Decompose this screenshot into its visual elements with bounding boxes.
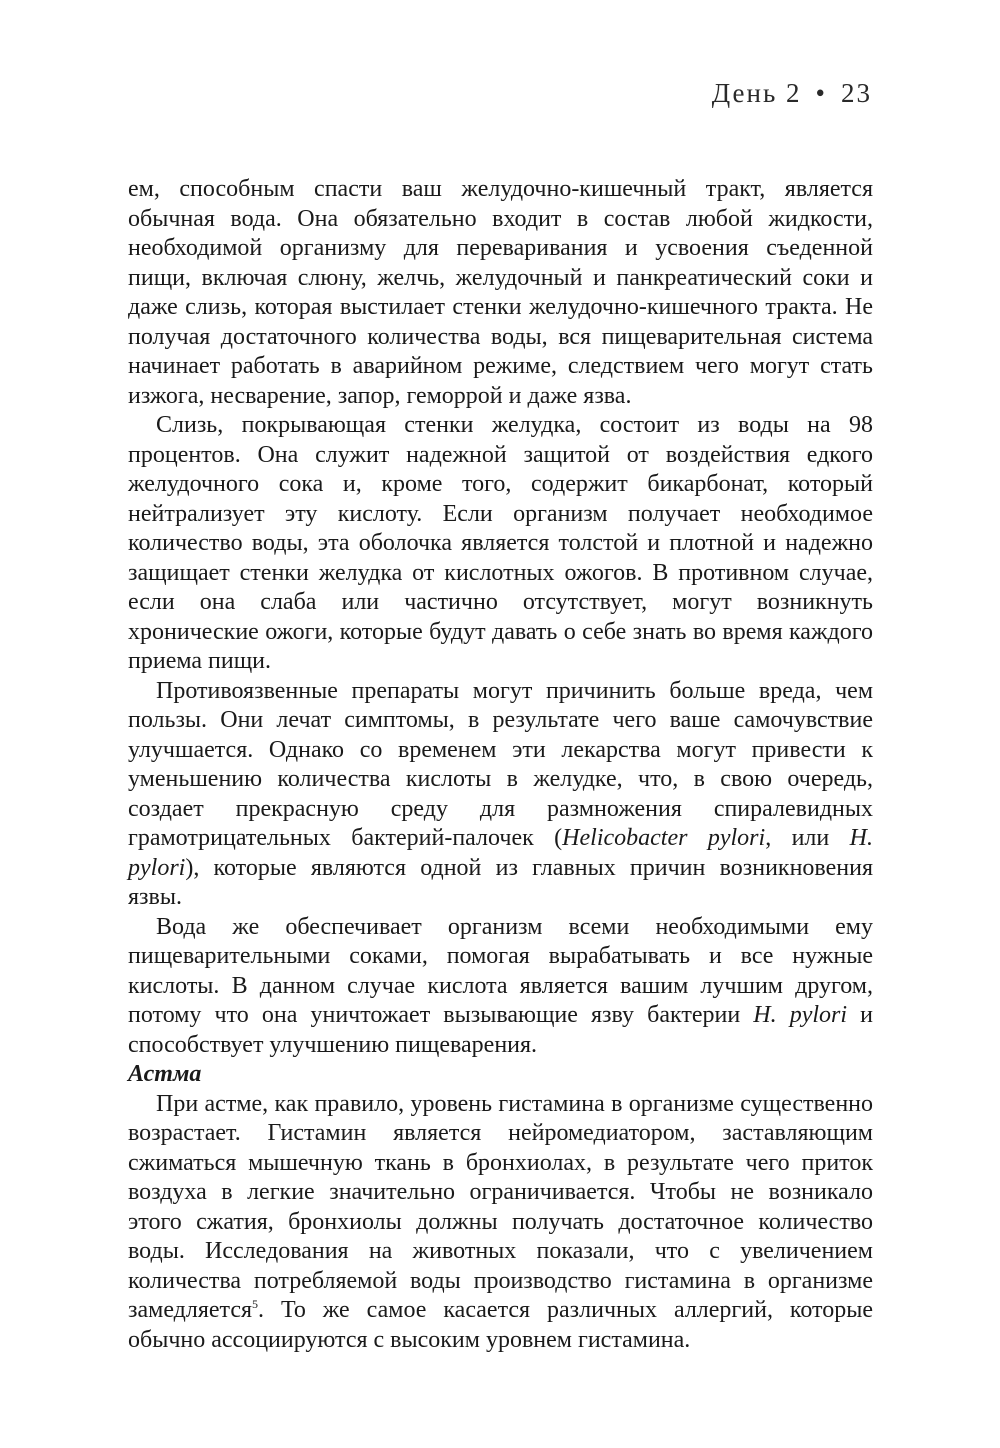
section-paragraph-text-b: . То же самое касается различных аллергий, которые обычно ассоциируются с высоким уровнем гистамина. <box>128 1297 873 1353</box>
paragraph-4-text-b: и способствует улучшению пищеварения. <box>128 1002 874 1058</box>
footnote-marker: 5 <box>252 1297 259 1311</box>
body-text <box>128 175 873 1355</box>
paragraph-4 <box>128 913 873 1061</box>
paragraph-4-italic-a: H. pylori <box>753 1002 848 1028</box>
section-paragraph-text-a: При астме, как правило, уровень гистамина в организме существенно возрастает. Гистамин является нейромедиатором, заставляющим сжиматься мышечную ткань в бронхиолах, в результате чего приток воздуха в легкие значительно ограничивается. Чтобы не возникало этого сжатия, бронхиолы должны получать достаточное количество воды. Исследования на животных показали, что с увеличением количества потребляемой воды производство гистамина в организме замедляется <box>128 1090 873 1323</box>
paragraph-3-italic-b: H. pylori <box>128 825 873 881</box>
running-header <box>712 78 872 109</box>
page-number: 23 <box>841 78 872 108</box>
paragraph-3-text-b: , или <box>765 825 850 851</box>
paragraph-3-italic-a: Helicobacter pylori <box>562 825 766 851</box>
paragraph-3-text-a: Противоязвенные препараты могут причинить больше вреда, чем пользы. Они лечат симптомы, в результате чего ваше самочувствие улучшается. Однако со временем эти лекарства могут привести к уменьшению количества кислоты в желудке, что, в свою очередь, создает прекрасную среду для размножения спиралевидных грамотрицательных бактерий-палочек ( <box>128 677 873 851</box>
chapter-title: День 2 <box>711 78 802 108</box>
paragraph-3-text-c: ), которые являются одной из главных причин возникновения язвы. <box>128 854 873 910</box>
section-paragraph <box>128 1090 873 1356</box>
paragraph-2: Слизь, покрывающая стенки желудка, состоит из воды на 98 процентов. Она служит надежной защитой от воздействия едкого желудочного сока и, кроме того, содержит бикарбонат, который нейтрализует эту кислоту. Если организм получает необходимое количество воды, эта оболочка является толстой и плотной и надежно защищает стенки желудка от кислотных ожогов. В противном случае, если она слаба или частично отсутствует, могут возникнуть хронические ожоги, которые будут давать о себе знать во время каждого приема пищи. <box>128 412 873 674</box>
paragraph-4-text-a: Вода же обеспечивает организм всеми необходимыми ему пищеварительными соками, помогая вырабатывать и все нужные кислоты. В данном случае кислота является вашим лучшим другом, потому что она уничтожает вызывающие язву бактерии <box>128 913 873 1028</box>
paragraph-1: ем, способным спасти ваш желудочно-кишечный тракт, является обычная вода. Она обязательно входит в состав любой жидкости, необходимой организму для переваривания и усвоения съеденной пищи, включая слюну, желчь, желудочный и панкреатический соки и даже слизь, которая выстилает стенки желудочно-кишечного тракта. Не получая достаточного количества воды, вся пищеварительная система начинает работать в аварийном режиме, следствием чего могут стать изжога, несварение, запор, геморрой и даже язва. <box>128 176 873 409</box>
section-heading: Астма <box>128 1061 202 1087</box>
paragraph-3 <box>128 677 873 913</box>
header-bullet: • <box>815 78 827 108</box>
